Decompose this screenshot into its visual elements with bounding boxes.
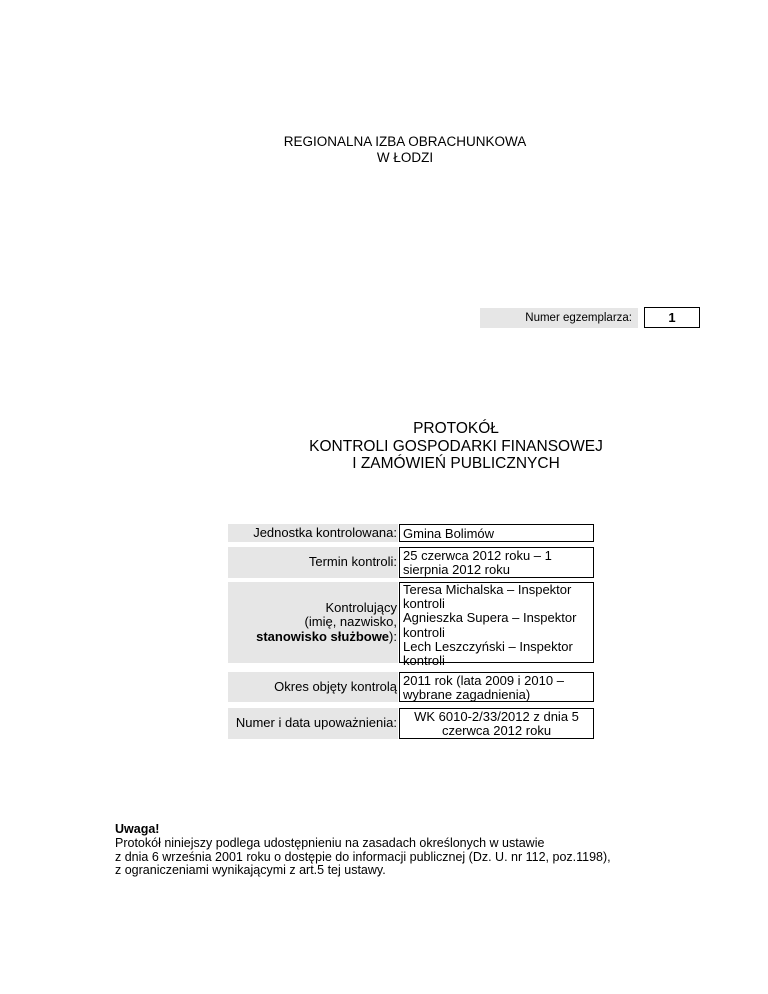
inspectors-label-line-3 — [256, 630, 397, 645]
notice-line-2: z dnia 6 września 2001 roku o dostępie do informacji publicznej (Dz. U. nr 112, poz.1198), — [115, 849, 611, 864]
authorization-value — [399, 708, 594, 739]
period-value-line-2: wybrane zagadnienia) — [403, 687, 531, 703]
authorization-value-line-2: czerwca 2012 roku — [441, 723, 552, 739]
title-line-1: PROTOKÓŁ — [413, 420, 499, 437]
inspector-line-6: kontroli — [403, 653, 445, 669]
unit-value — [399, 524, 594, 542]
term-value-line-1: 25 czerwca 2012 roku – 1 — [403, 548, 552, 563]
document-title — [0, 420, 768, 473]
notice-heading: Uwaga! — [115, 822, 160, 836]
unit-label — [228, 524, 398, 542]
organization-name: REGIONALNA IZBA OBRACHUNKOWA — [283, 134, 527, 149]
inspectors-label-tail: ): — [389, 628, 397, 644]
authorization-label — [228, 708, 398, 739]
authorization-label-text: Numer i data upoważnienia: — [235, 715, 397, 731]
authorization-value-line-1: WK 6010-2/33/2012 z dnia 5 — [414, 709, 579, 724]
term-label-text: Termin kontroli: — [308, 554, 397, 570]
inspectors-label-line-2: (imię, nazwisko, — [304, 614, 397, 630]
inspector-line-1: Teresa Michalska – Inspektor — [403, 582, 572, 597]
notice — [115, 823, 755, 878]
notice-line-3: z ograniczeniami wynikającymi z art.5 tej ustawy. — [115, 863, 386, 878]
notice-line-1: Protokół niniejszy podlega udostępnieniu na zasadach określonych w ustawie — [115, 835, 545, 850]
inspectors-value — [399, 582, 594, 669]
copy-number-label: Numer egzemplarza: — [480, 308, 638, 328]
period-value — [399, 672, 594, 702]
organization-city: W ŁODZI — [376, 150, 434, 165]
term-value — [399, 547, 594, 578]
inspector-line-5: Lech Leszczyński – Inspektor — [403, 638, 573, 654]
inspectors-label-bold: stanowisko służbowe — [256, 628, 390, 644]
unit-label-text: Jednostka kontrolowana: — [253, 524, 397, 540]
period-label — [228, 672, 398, 702]
title-line-3: I ZAMÓWIEŃ PUBLICZNYCH — [352, 455, 560, 472]
copy-number-value: 1 — [644, 307, 700, 328]
organization-header — [0, 134, 768, 166]
term-value-line-2: sierpnia 2012 roku — [403, 562, 510, 578]
term-label — [228, 547, 398, 578]
inspector-line-2: kontroli — [403, 596, 445, 612]
period-value-line-1: 2011 rok (lata 2009 i 2010 – — [403, 673, 564, 688]
inspector-line-3: Agnieszka Supera – Inspektor — [403, 610, 577, 626]
title-line-2: KONTROLI GOSPODARKI FINANSOWEJ — [309, 437, 603, 455]
period-label-text: Okres objęty kontrolą — [274, 678, 397, 694]
inspectors-label-line-1: Kontrolujący — [325, 599, 397, 615]
inspectors-label — [228, 582, 398, 663]
inspector-line-4: kontroli — [403, 624, 445, 640]
unit-value-text: Gmina Bolimów — [403, 526, 495, 541]
